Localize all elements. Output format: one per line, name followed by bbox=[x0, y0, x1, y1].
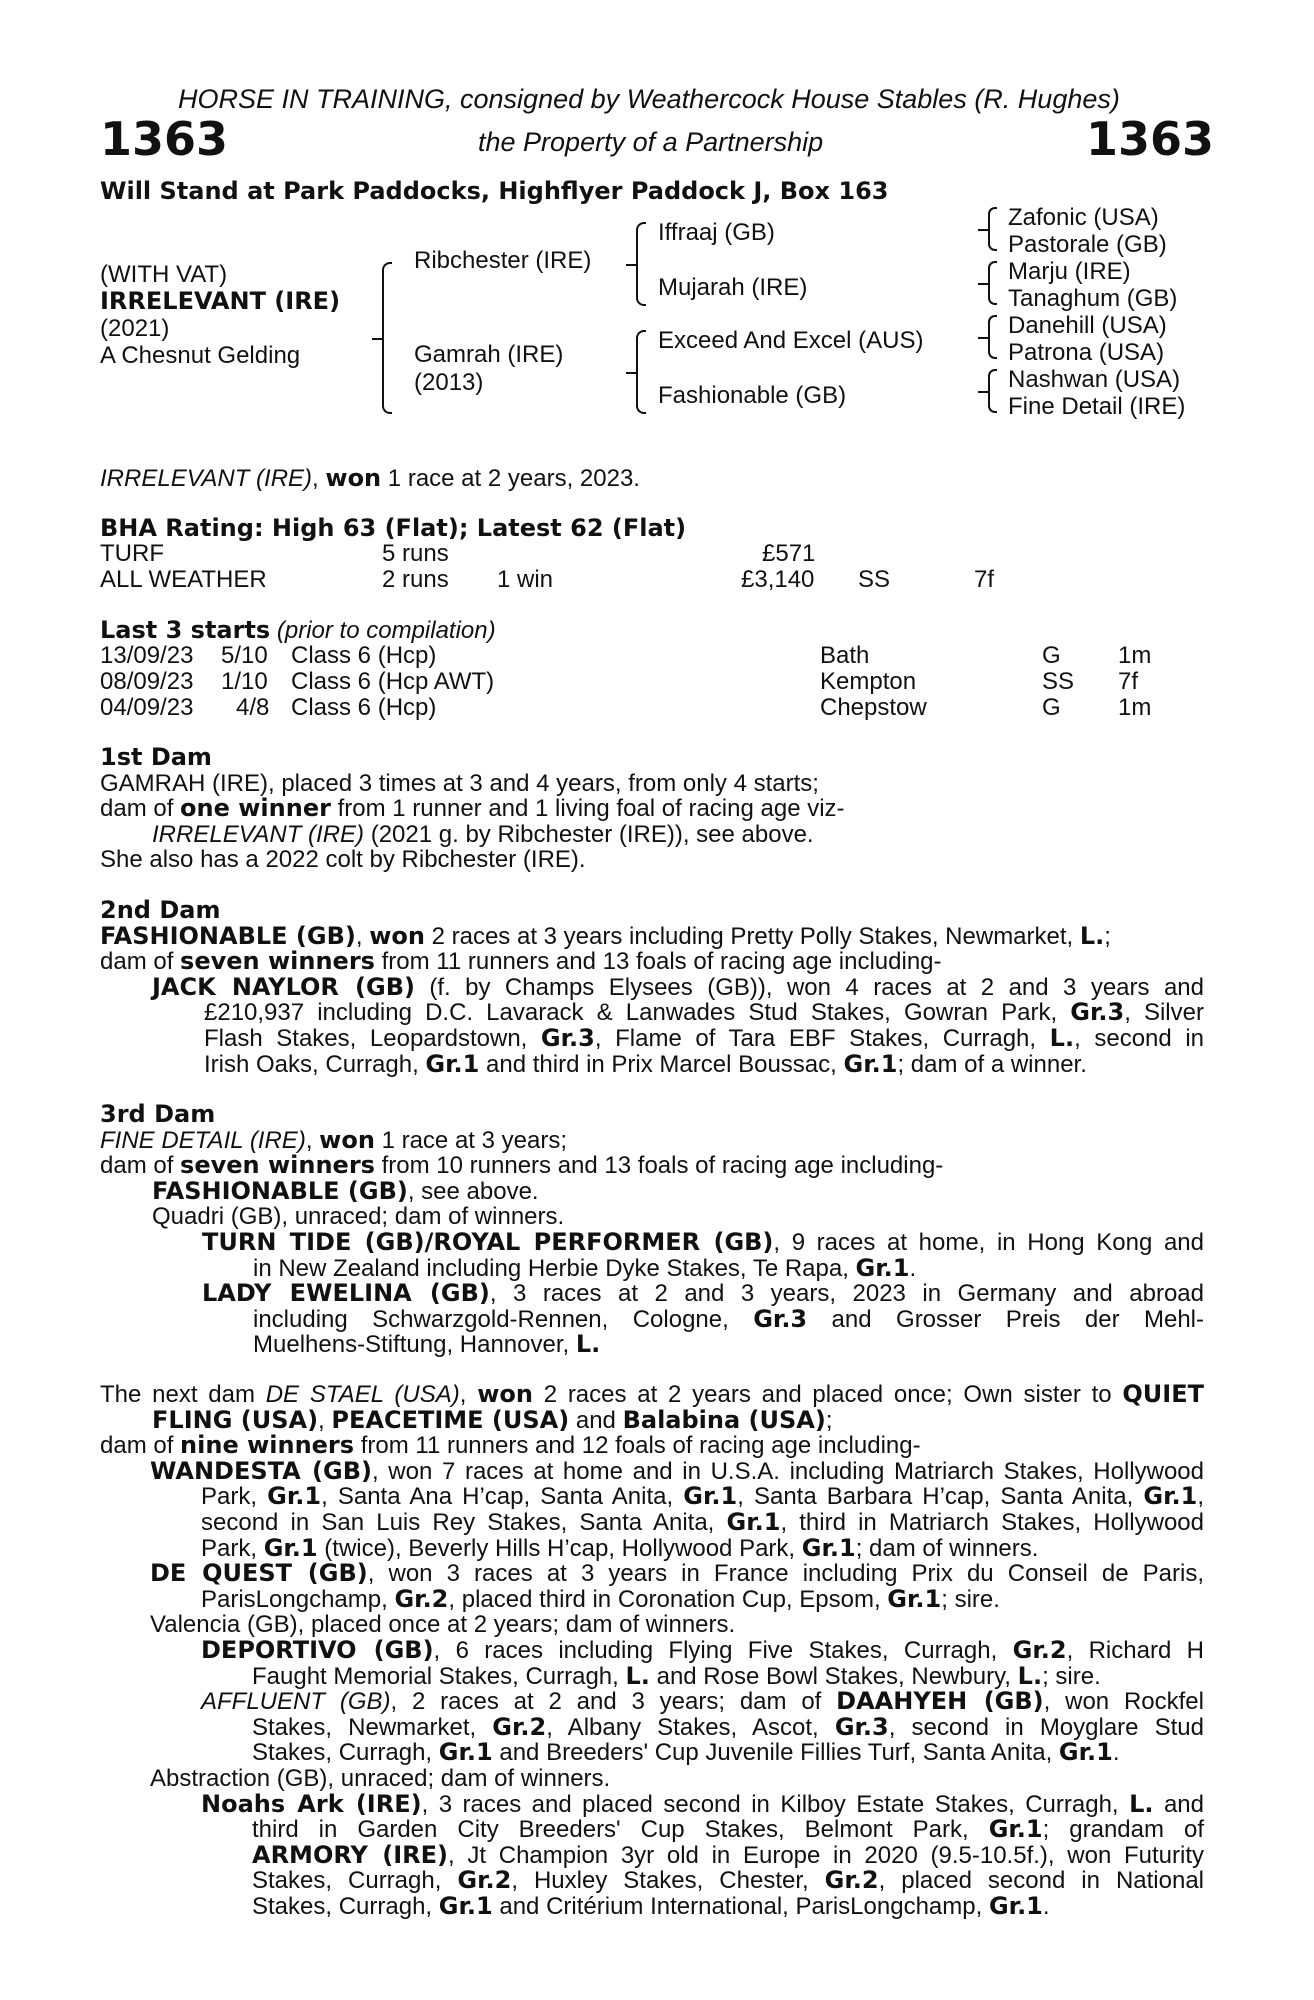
pedigree-brace-dam bbox=[636, 330, 646, 414]
text-line: GAMRAH (IRE), placed 3 times at 3 and 4 years, from only 4 starts; bbox=[100, 769, 819, 797]
text-line: ParisLongchamp, Gr.2, placed third in Coronation Cup, Epsom, Gr.1; sire. bbox=[201, 1584, 1000, 1613]
text-line: Stakes, Curragh, Gr.2, Huxley Stakes, Chester, Gr.2, placed second in National bbox=[252, 1866, 1205, 1895]
bha-rating: BHA Rating: High 63 (Flat); Latest 62 (Flat) bbox=[100, 514, 687, 542]
stand-location: Will Stand at Park Paddocks, Highflyer Paddock J, Box 163 bbox=[100, 177, 889, 205]
start-course: Bath bbox=[820, 642, 870, 669]
text-line: Park, Gr.1, Santa Ana H’cap, Santa Anita, Gr.1, Santa Barbara H’cap, Santa Anita, Gr.1, bbox=[201, 1482, 1204, 1511]
text-line: ARMORY (IRE), Jt Champion 3yr old in Europe in 2020 (9.5-10.5f.), won Futurity bbox=[252, 1840, 1204, 1869]
last-starts-heading: Last 3 starts (prior to compilation) bbox=[100, 616, 496, 644]
text-line: JACK NAYLOR (GB) (f. by Champs Elysees (GB)), won 4 races at 2 and 3 years and bbox=[152, 972, 1204, 1001]
text-line: Stakes, Curragh, Gr.1 and Breeders' Cup Juvenile Fillies Turf, Santa Anita, Gr.1. bbox=[252, 1738, 1120, 1767]
start-course: Chepstow bbox=[820, 694, 927, 721]
text-line: second in San Luis Rey Stakes, Santa Anita, Gr.1, third in Matriarch Stakes, Hollywood bbox=[201, 1507, 1204, 1536]
text-line: dam of nine winners from 11 runners and 12 foals of racing age including- bbox=[100, 1431, 921, 1460]
sire-sire: Iffraaj (GB) bbox=[658, 219, 775, 246]
record-surface: ALL WEATHER bbox=[100, 566, 267, 593]
record-surface: TURF bbox=[100, 540, 164, 567]
text-line: Quadri (GB), unraced; dam of winners. bbox=[152, 1203, 565, 1231]
horse-name: IRRELEVANT (IRE) bbox=[100, 287, 341, 315]
section-heading: 1st Dam bbox=[100, 743, 212, 771]
text-line: WANDESTA (GB), won 7 races at home and in U.S.A. including Matriarch Stakes, Hollywood bbox=[150, 1456, 1204, 1485]
text-line: Stakes, Newmarket, Gr.2, Albany Stakes, Ascot, Gr.3, second in Moyglare Stud bbox=[252, 1712, 1205, 1741]
start-distance: 1m bbox=[1118, 642, 1152, 669]
section-heading: 2nd Dam bbox=[100, 896, 221, 924]
text-line: in New Zealand including Herbie Dyke Stakes, Te Rapa, Gr.1. bbox=[253, 1253, 917, 1282]
start-class: Class 6 (Hcp) bbox=[291, 642, 437, 669]
dam-year: (2013) bbox=[414, 369, 484, 396]
gen3-ddd: Fine Detail (IRE) bbox=[1008, 393, 1186, 420]
gen3-dds: Nashwan (USA) bbox=[1008, 366, 1181, 393]
gen3-dsd: Patrona (USA) bbox=[1008, 339, 1165, 366]
dam-name: Gamrah (IRE) bbox=[414, 341, 564, 368]
start-distance: 1m bbox=[1118, 694, 1152, 721]
gen3-ssd: Pastorale (GB) bbox=[1008, 231, 1167, 258]
start-position: 1/10 bbox=[221, 668, 268, 695]
record-prize: £3,140 bbox=[741, 566, 815, 593]
text-line: dam of seven winners from 10 runners and 13 foals of racing age including- bbox=[100, 1151, 944, 1180]
first-dam-section bbox=[100, 745, 1204, 873]
horse-description: A Chesnut Gelding bbox=[100, 342, 301, 369]
text-line: DE QUEST (GB), won 3 races at 3 years in France including Prix du Conseil de Paris, bbox=[150, 1559, 1204, 1588]
text-line: Stakes, Curragh, Gr.1 and Critérium International, ParisLongchamp, Gr.1. bbox=[252, 1891, 1050, 1920]
text-line: Noahs Ark (IRE), 3 races and placed second in Kilboy Estate Stakes, Curragh, L. and bbox=[201, 1789, 1204, 1818]
start-position: 5/10 bbox=[221, 642, 268, 669]
text-line: Park, Gr.1 (twice), Beverly Hills H’cap, Hollywood Park, Gr.1; dam of winners. bbox=[201, 1533, 1039, 1562]
sire-name: Ribchester (IRE) bbox=[414, 247, 592, 274]
text-line: dam of one winner from 1 runner and 1 living foal of racing age viz- bbox=[100, 794, 845, 823]
text-line: She also has a 2022 colt by Ribchester (IRE). bbox=[100, 846, 586, 874]
horse-year: (2021) bbox=[100, 315, 170, 342]
lot-number-left: 1363 bbox=[100, 112, 229, 166]
text-line: IRRELEVANT (IRE) (2021 g. by Ribchester (IRE)), see above. bbox=[152, 820, 814, 848]
text-line: LADY EWELINA (GB), 3 races at 2 and 3 years, 2023 in Germany and abroad bbox=[202, 1279, 1204, 1308]
text-line: Flash Stakes, Leopardstown, Gr.3, Flame of Tara EBF Stakes, Curragh, L., second in bbox=[204, 1023, 1205, 1052]
next-dam-section bbox=[100, 1382, 1204, 1919]
pedigree-brace-4a bbox=[988, 207, 997, 251]
gen3-sss: Zafonic (USA) bbox=[1008, 204, 1159, 231]
start-course: Kempton bbox=[820, 668, 917, 695]
start-date: 08/09/23 bbox=[100, 668, 194, 695]
property-line: the Property of a Partnership bbox=[478, 127, 824, 157]
start-class: Class 6 (Hcp AWT) bbox=[291, 668, 495, 695]
gen3-dss: Danehill (USA) bbox=[1008, 312, 1167, 339]
dam-sire: Exceed And Excel (AUS) bbox=[658, 327, 924, 354]
start-going: G bbox=[1042, 694, 1061, 721]
text-line: Faught Memorial Stakes, Curragh, L. and Rose Bowl Stakes, Newbury, L.; sire. bbox=[252, 1661, 1101, 1690]
pedigree-brace-main bbox=[382, 262, 392, 414]
text-line: Abstraction (GB), unraced; dam of winners. bbox=[150, 1764, 611, 1792]
text-line: FLING (USA), PEACETIME (USA) and Balabina (USA); bbox=[152, 1405, 833, 1434]
text-line: Muelhens-Stiftung, Hannover, L. bbox=[253, 1330, 601, 1359]
text-line: £210,937 including D.C. Lavarack & Lanwades Stud Stakes, Gowran Park, Gr.3, Silver bbox=[204, 998, 1204, 1027]
text-line: DEPORTIVO (GB), 6 races including Flying Five Stakes, Curragh, Gr.2, Richard H bbox=[201, 1635, 1204, 1664]
record-wins: 1 win bbox=[497, 566, 554, 593]
start-distance: 7f bbox=[1118, 668, 1139, 695]
text-line: Valencia (GB), placed once at 2 years; dam of winners. bbox=[150, 1611, 736, 1639]
gen3-sdd: Tanaghum (GB) bbox=[1008, 285, 1178, 312]
record-going: SS bbox=[858, 566, 891, 593]
gen3-sds: Marju (IRE) bbox=[1008, 258, 1131, 285]
lot-number-right: 1363 bbox=[1086, 112, 1215, 166]
dam-dam: Fashionable (GB) bbox=[658, 382, 847, 409]
record-distance: 7f bbox=[974, 566, 995, 593]
section-heading: 3rd Dam bbox=[100, 1100, 216, 1128]
pedigree-brace-sire bbox=[636, 222, 646, 306]
race-summary: IRRELEVANT (IRE), won 1 race at 2 years, 2023. bbox=[100, 464, 640, 492]
third-dam-section bbox=[100, 1102, 1204, 1358]
text-line: The next dam DE STAEL (USA), won 2 races at 2 years and placed once; Own sister to QUIET bbox=[100, 1380, 1204, 1408]
text-line: including Schwarzgold-Rennen, Cologne, Gr.3 and Grosser Preis der Mehl- bbox=[253, 1304, 1204, 1333]
second-dam-section bbox=[100, 898, 1204, 1077]
text-line: AFFLUENT (GB), 2 races at 2 and 3 years; dam of DAAHYEH (GB), won Rockfel bbox=[201, 1687, 1204, 1716]
vat-note: (WITH VAT) bbox=[100, 261, 228, 288]
pedigree-brace-4b bbox=[988, 261, 997, 305]
start-date: 13/09/23 bbox=[100, 642, 194, 669]
pedigree-brace-4c bbox=[988, 315, 997, 359]
text-line: dam of seven winners from 11 runners and 13 foals of racing age including- bbox=[100, 947, 942, 976]
sire-dam: Mujarah (IRE) bbox=[658, 274, 808, 301]
consignment-line: HORSE IN TRAINING, consigned by Weathercock House Stables (R. Hughes) bbox=[178, 84, 1120, 114]
start-position: 4/8 bbox=[236, 694, 270, 721]
text-line: FINE DETAIL (IRE), won 1 race at 3 years; bbox=[100, 1125, 567, 1154]
record-prize: £571 bbox=[762, 540, 816, 567]
text-line: FASHIONABLE (GB), won 2 races at 3 years including Pretty Polly Stakes, Newmarket, L.; bbox=[100, 921, 1111, 950]
pedigree-brace-4d bbox=[988, 369, 997, 413]
record-runs: 2 runs bbox=[382, 566, 449, 593]
text-line: third in Garden City Breeders' Cup Stakes, Belmont Park, Gr.1; grandam of bbox=[252, 1815, 1204, 1844]
text-line: FASHIONABLE (GB), see above. bbox=[152, 1176, 539, 1205]
start-going: G bbox=[1042, 642, 1061, 669]
text-line: Irish Oaks, Curragh, Gr.1 and third in Prix Marcel Boussac, Gr.1; dam of a winner. bbox=[204, 1049, 1087, 1078]
start-class: Class 6 (Hcp) bbox=[291, 694, 437, 721]
text-line: TURN TIDE (GB)/ROYAL PERFORMER (GB), 9 races at home, in Hong Kong and bbox=[202, 1227, 1204, 1256]
record-runs: 5 runs bbox=[382, 540, 449, 567]
start-date: 04/09/23 bbox=[100, 694, 194, 721]
start-going: SS bbox=[1042, 668, 1075, 695]
